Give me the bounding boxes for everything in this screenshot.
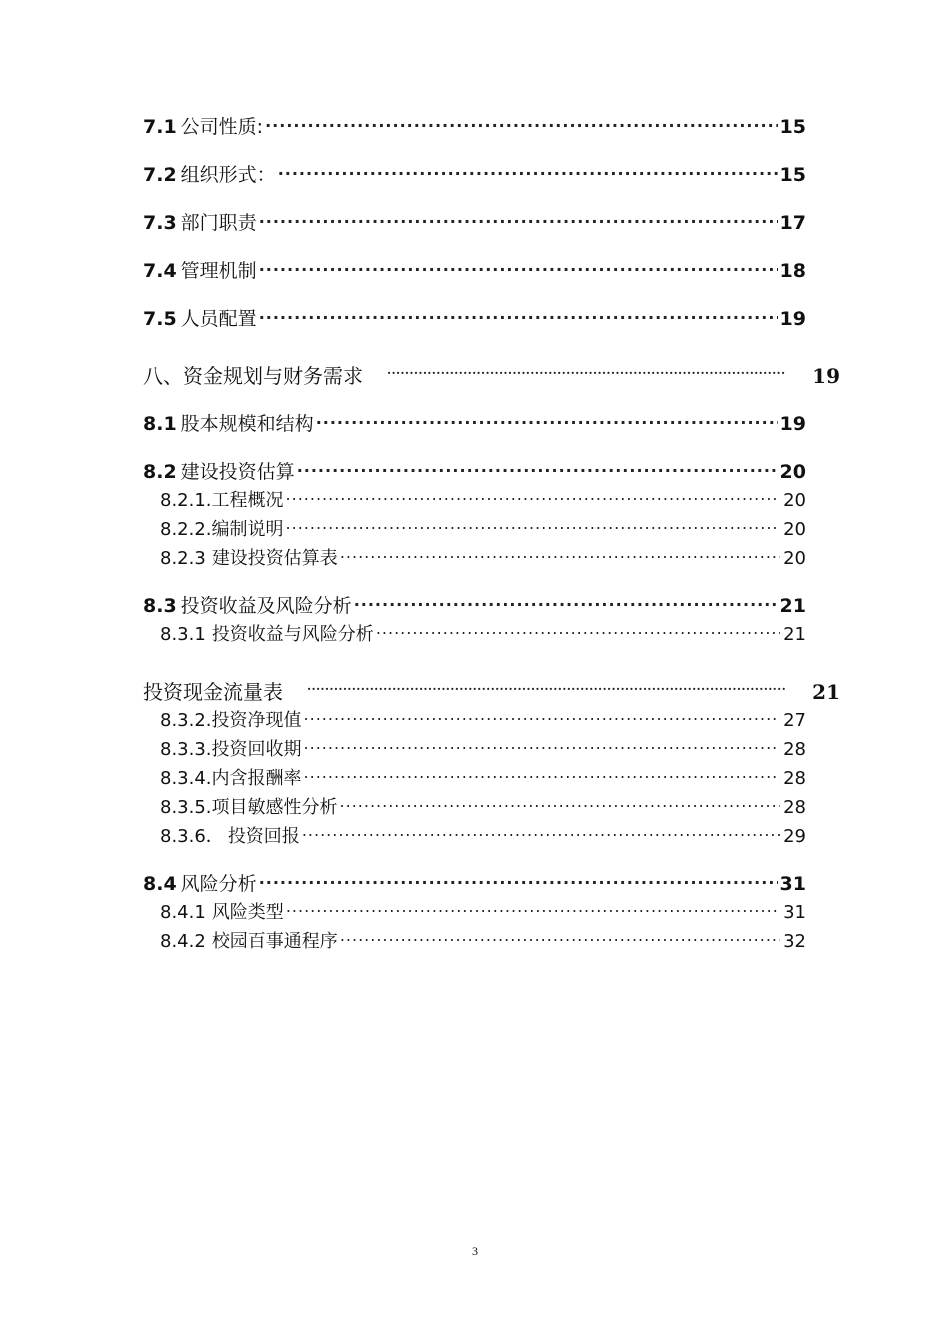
dot-leader xyxy=(307,683,786,699)
dot-leader xyxy=(302,826,780,842)
toc-entry-title: 投资回收期 xyxy=(211,739,302,760)
toc-entry-title: 项目敏感性分析 xyxy=(211,797,338,818)
toc-entry-title: 风险类型 xyxy=(211,902,284,923)
toc-subentry[interactable] xyxy=(160,767,806,791)
dot-leader xyxy=(286,519,780,535)
toc-entry-number: 8.3.2. xyxy=(160,710,212,731)
toc-entry-page: 15 xyxy=(779,116,806,138)
dot-leader xyxy=(376,624,780,640)
toc-entry-title: 股本规模和结构 xyxy=(180,413,314,435)
toc-entry[interactable] xyxy=(143,211,806,235)
toc-subentry[interactable] xyxy=(160,738,806,762)
toc-entry-page: 20 xyxy=(779,461,806,483)
toc-entry-page: 17 xyxy=(779,212,806,234)
toc-entry-page: 19 xyxy=(812,364,840,388)
toc-entry-number: 8.4 xyxy=(143,873,177,895)
toc-entry-number: 8.2.3 xyxy=(160,548,206,569)
dot-leader xyxy=(387,367,786,383)
toc-entry-title: 部门职责 xyxy=(180,212,257,234)
toc-entry-page: 21 xyxy=(783,624,806,645)
toc-entry[interactable] xyxy=(143,412,806,436)
dot-leader xyxy=(286,490,780,506)
toc-subentry[interactable] xyxy=(160,709,806,733)
toc-entry-title: 工程概况 xyxy=(211,490,284,511)
dot-leader xyxy=(340,931,780,947)
toc-entry-page: 19 xyxy=(779,308,806,330)
toc-entry-title: 编制说明 xyxy=(211,519,284,540)
toc-entry-number: 8.3.6． xyxy=(160,826,224,847)
toc-entry-number: 7.1 xyxy=(143,116,177,138)
toc-entry-title: 投资回报 xyxy=(227,826,300,847)
toc-subentry[interactable] xyxy=(160,623,806,647)
toc-entry-page: 29 xyxy=(783,826,806,847)
toc-entry[interactable] xyxy=(143,872,806,896)
toc-entry-title: 投资收益及风险分析 xyxy=(180,595,352,617)
toc-entry-number: 8.1 xyxy=(143,413,177,435)
toc-entry-page: 21 xyxy=(779,595,806,617)
toc-entry-title: 组织形式： xyxy=(180,164,276,186)
toc-entry-page: 19 xyxy=(779,413,806,435)
toc-subentry[interactable] xyxy=(160,825,806,849)
page-footer-number: 3 xyxy=(472,1244,478,1258)
toc-entry-page: 20 xyxy=(783,490,806,511)
toc-entry-number: 8.2 xyxy=(143,461,177,483)
toc-entry[interactable] xyxy=(143,460,806,484)
toc-entry-page: 31 xyxy=(783,902,806,923)
dot-leader xyxy=(340,797,780,813)
toc-entry-number: 7.2 xyxy=(143,164,177,186)
toc-entry-title: 建设投资估算表 xyxy=(211,548,338,569)
toc-entry-page: 18 xyxy=(779,260,806,282)
toc-entry-page: 21 xyxy=(812,680,840,704)
toc-subentry[interactable] xyxy=(160,796,806,820)
toc-chapter-entry[interactable] xyxy=(143,680,840,704)
toc-entry-number: 8.2.2. xyxy=(160,519,212,540)
toc-entry-number: 8.3.1 xyxy=(160,624,206,645)
toc-entry[interactable] xyxy=(143,307,806,331)
dot-leader xyxy=(340,548,780,564)
dot-leader xyxy=(354,596,778,612)
toc-subentry[interactable] xyxy=(160,901,806,925)
dot-leader xyxy=(259,309,778,325)
toc-entry-page: 32 xyxy=(783,931,806,952)
toc-entry-page: 28 xyxy=(783,797,806,818)
dot-leader xyxy=(278,165,778,181)
toc-entry-title: 校园百事通程序 xyxy=(211,931,338,952)
toc-entry-number: 7.3 xyxy=(143,212,177,234)
toc-entry-number: 7.4 xyxy=(143,260,177,282)
toc-entry-title: 投资收益与风险分析 xyxy=(211,624,374,645)
toc-entry[interactable] xyxy=(143,115,806,139)
dot-leader xyxy=(304,739,780,755)
toc-entry-number: 8.3.3. xyxy=(160,739,212,760)
dot-leader xyxy=(259,261,778,277)
dot-leader xyxy=(259,213,778,229)
toc-entry-number: 8.3.5. xyxy=(160,797,212,818)
toc-subentry[interactable] xyxy=(160,930,806,954)
toc-subentry[interactable] xyxy=(160,518,806,542)
toc-entry[interactable] xyxy=(143,259,806,283)
toc-entry-page: 28 xyxy=(783,768,806,789)
toc-entry-number: 8.4.1 xyxy=(160,902,206,923)
toc-entry-page: 15 xyxy=(779,164,806,186)
dot-leader xyxy=(304,710,780,726)
dot-leader xyxy=(304,768,780,784)
toc-chapter-title: 八、资金规划与财务需求 xyxy=(143,364,363,388)
dot-leader xyxy=(297,462,778,478)
toc-entry-title: 投资净现值 xyxy=(211,710,302,731)
toc-subentry[interactable] xyxy=(160,547,806,571)
toc-entry-title: 建设投资估算 xyxy=(180,461,295,483)
toc-entry-number: 8.4.2 xyxy=(160,931,206,952)
toc-chapter-title: 投资现金流量表 xyxy=(143,680,283,704)
dot-leader xyxy=(259,874,778,890)
toc-entry-number: 8.3 xyxy=(143,595,177,617)
toc-entry[interactable] xyxy=(143,163,806,187)
toc-chapter-entry[interactable] xyxy=(143,364,840,388)
dot-leader xyxy=(265,117,777,133)
toc-entry-number: 7.5 xyxy=(143,308,177,330)
toc-entry-number: 8.2.1. xyxy=(160,490,212,511)
toc-entry-page: 20 xyxy=(783,519,806,540)
toc-entry-title: 人员配置 xyxy=(180,308,257,330)
toc-entry-title: 管理机制 xyxy=(180,260,257,282)
toc-entry-page: 31 xyxy=(779,873,806,895)
toc-entry-title: 风险分析 xyxy=(180,873,257,895)
toc-entry-page: 27 xyxy=(783,710,806,731)
toc-entry-number: 8.3.4. xyxy=(160,768,212,789)
toc-entry-title: 公司性质: xyxy=(180,116,264,138)
dot-leader xyxy=(316,414,778,430)
toc-entry-page: 28 xyxy=(783,739,806,760)
toc-entry-page: 20 xyxy=(783,548,806,569)
toc-subentry[interactable] xyxy=(160,489,806,513)
toc-entry-title: 内含报酬率 xyxy=(211,768,302,789)
dot-leader xyxy=(286,902,780,918)
toc-entry[interactable] xyxy=(143,594,806,618)
